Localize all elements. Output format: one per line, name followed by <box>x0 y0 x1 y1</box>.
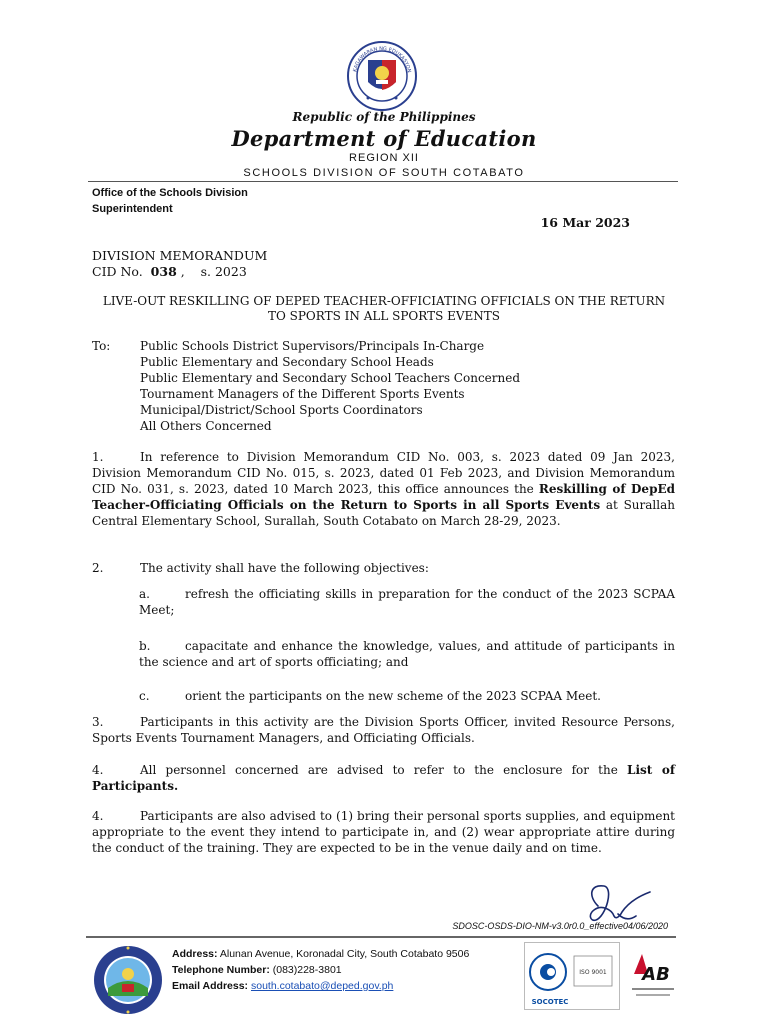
address-label: Address: <box>172 948 218 960</box>
objective-c <box>139 688 675 704</box>
deped-seal-logo <box>346 40 418 112</box>
ab-accreditation-logo <box>628 944 678 1008</box>
ab-label: AB <box>642 964 670 985</box>
cid-number: 038 <box>150 264 177 279</box>
memo-title: LIVE-OUT RESKILLING OF DEPED TEACHER-OFFICIATING OFFICIALS ON THE RETURN TO SPORTS IN ALL SPORTS EVENTS <box>102 294 666 323</box>
paragraph-1 <box>92 450 675 530</box>
address-value: Alunan Avenue, Koronadal City, South Cotabato 9506 <box>219 948 470 960</box>
paragraph-3 <box>92 715 675 747</box>
paragraph-2 <box>92 561 675 577</box>
paragraph-text: Participants are also advised to (1) bring their personal sports supplies, and equipment appropriate to the event they intend to participate in, and (2) wear appropriate attire during the conduct of the training. They are expected to be in the venue daily and on time. <box>92 809 675 855</box>
objective-letter: c. <box>139 689 150 703</box>
objective-letter: b. <box>139 639 151 653</box>
paragraph-4 <box>92 763 675 795</box>
paragraph-text: All personnel concerned are advised to refer to the enclosure for the <box>140 763 627 777</box>
paragraph-number: 1. <box>92 450 104 464</box>
paragraph-text: Participants in this activity are the Division Sports Officer, invited Resource Persons, Sports Events Tournament Managers, and Officiating Officials. <box>92 715 675 745</box>
socotec-label: SOCOTEC <box>531 998 569 1006</box>
memo-reference <box>92 248 267 280</box>
seal-text: KAGAWARAN NG EDUKASYON <box>352 45 412 74</box>
office-line-2: Superintendent <box>92 203 173 215</box>
republic-heading: Republic of the Philippines <box>292 110 476 124</box>
recipient-item: Public Elementary and Secondary School Teachers Concerned <box>140 370 521 385</box>
objective-text: orient the participants on the new scheme of the 2023 SCPAA Meet. <box>185 689 601 703</box>
email-link[interactable]: south.cotabato@deped.gov.ph <box>250 980 394 992</box>
objective-text: capacitate and enhance the knowledge, values, and attitude of participants in the science and art of sports officiating; and <box>139 639 675 669</box>
email-label: Email Address: <box>172 980 249 992</box>
phone-label: Telephone Number: <box>172 964 270 976</box>
footer-contact <box>172 946 469 994</box>
division-logo <box>92 944 164 1016</box>
recipient-item: All Others Concerned <box>140 418 272 433</box>
recipient-list <box>140 339 520 434</box>
recipient-item: Municipal/District/School Sports Coordinators <box>140 402 423 417</box>
objective-text: refresh the officiating skills in preparation for the conduct of the 2023 SCPAA Meet; <box>139 587 675 617</box>
revision-code: SDOSC-OSDS-DIO-NM-v3.0r0.0_effective04/06/2020 <box>452 921 668 931</box>
objective-a <box>139 586 675 618</box>
office-name <box>92 185 332 217</box>
footer-phone <box>172 962 469 978</box>
memo-cid: CID No. 038 , s. 2023 <box>92 264 247 279</box>
header-divider <box>88 181 678 182</box>
cid-series: s. 2023 <box>200 264 247 279</box>
memo-date: 16 Mar 2023 <box>540 215 630 230</box>
socotec-iso-badge <box>524 942 620 1010</box>
recipient-item: Public Elementary and Secondary School Heads <box>140 354 434 369</box>
paragraph-number: 4. <box>92 809 104 823</box>
paragraph-bold-text: Reskilling of DepEd Teacher-Officiating Officials on the Return to Sports in all Sports Events <box>92 481 675 512</box>
paragraph-text-cont: at Surallah Central Elementary School, Surallah, South Cotabato on March 28-29, 2023. <box>92 497 675 528</box>
paragraph-text: The activity shall have the following objectives: <box>140 561 429 575</box>
paragraph-number: 2. <box>92 561 104 575</box>
paragraph-text: In reference to Division Memorandum CID No. 003, s. 2023 dated 09 Jan 2023, Division Memorandum CID No. 015, s. 2023, dated 01 Feb 2023, and Division Memorandum CID No. 031, s. 2023, dated 10 March 2023, this office announces the <box>92 450 675 496</box>
recipient-item: Public Schools District Supervisors/Principals In-Charge <box>140 339 485 353</box>
objective-letter: a. <box>139 587 150 601</box>
division-heading: SCHOOLS DIVISION OF SOUTH COTABATO <box>243 167 525 179</box>
region-heading: REGION XII <box>349 152 419 164</box>
phone-value: (083)228-3801 <box>272 964 342 976</box>
footer-address <box>172 946 469 962</box>
footer-email <box>172 978 469 994</box>
recipient-item: Tournament Managers of the Different Sports Events <box>140 386 465 401</box>
office-line-1: Office of the Schools Division <box>92 187 248 199</box>
footer-divider <box>86 936 676 938</box>
cid-prefix: CID No. <box>92 264 143 279</box>
paragraph-number: 4. <box>92 763 104 777</box>
paragraph-bold-text: List of Participants. <box>92 763 675 793</box>
to-label: To: <box>92 339 111 353</box>
department-heading: Department of Education <box>231 126 537 151</box>
paragraph-5 <box>92 809 675 857</box>
memo-type: DIVISION MEMORANDUM <box>92 248 268 263</box>
iso-label: ISO 9001 <box>579 969 607 976</box>
objective-b <box>139 638 675 670</box>
paragraph-number: 3. <box>92 715 104 729</box>
